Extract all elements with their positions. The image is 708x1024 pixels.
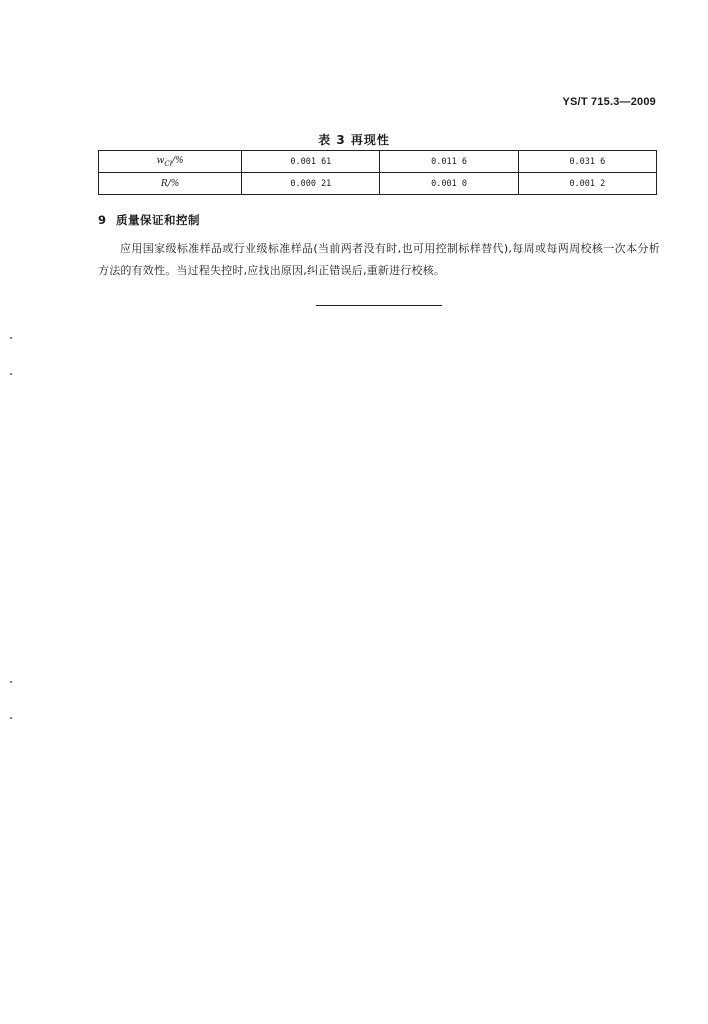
table-row <box>99 173 657 195</box>
scan-speck <box>10 337 12 339</box>
table-cell: 0.011 6 <box>380 151 518 173</box>
scan-speck <box>10 717 12 719</box>
table-cell: 0.001 2 <box>518 173 656 195</box>
reproducibility-table <box>98 150 657 195</box>
row-label-reproducibility: R/% <box>99 173 242 195</box>
table-cell: 0.031 6 <box>518 151 656 173</box>
table-row <box>99 151 657 173</box>
table-cell: 0.001 61 <box>242 151 380 173</box>
section-paragraph: 应用国家级标准样品或行业级标准样品(当前两者没有时,也可用控制标样替代),每周或每两周校核一次本分析方法的有效性。当过程失控时,应找出原因,纠正错误后,重新进行校核。 <box>98 242 660 277</box>
table-cell: 0.001 0 <box>380 173 518 195</box>
scan-speck <box>10 681 12 683</box>
standard-number: YS/T 715.3—2009 <box>562 96 656 108</box>
scan-speck <box>10 373 12 375</box>
section-number: 9 <box>98 213 107 227</box>
section-title: 质量保证和控制 <box>116 213 200 227</box>
end-of-text-rule <box>316 305 442 306</box>
table-caption: 表 3 再现性 <box>318 133 390 147</box>
row-label-mass-fraction <box>99 151 242 173</box>
mass-fraction-symbol: $w_{Cl}/\%$ <box>156 155 184 168</box>
section-heading <box>98 212 200 228</box>
table-cell: 0.000 21 <box>242 173 380 195</box>
